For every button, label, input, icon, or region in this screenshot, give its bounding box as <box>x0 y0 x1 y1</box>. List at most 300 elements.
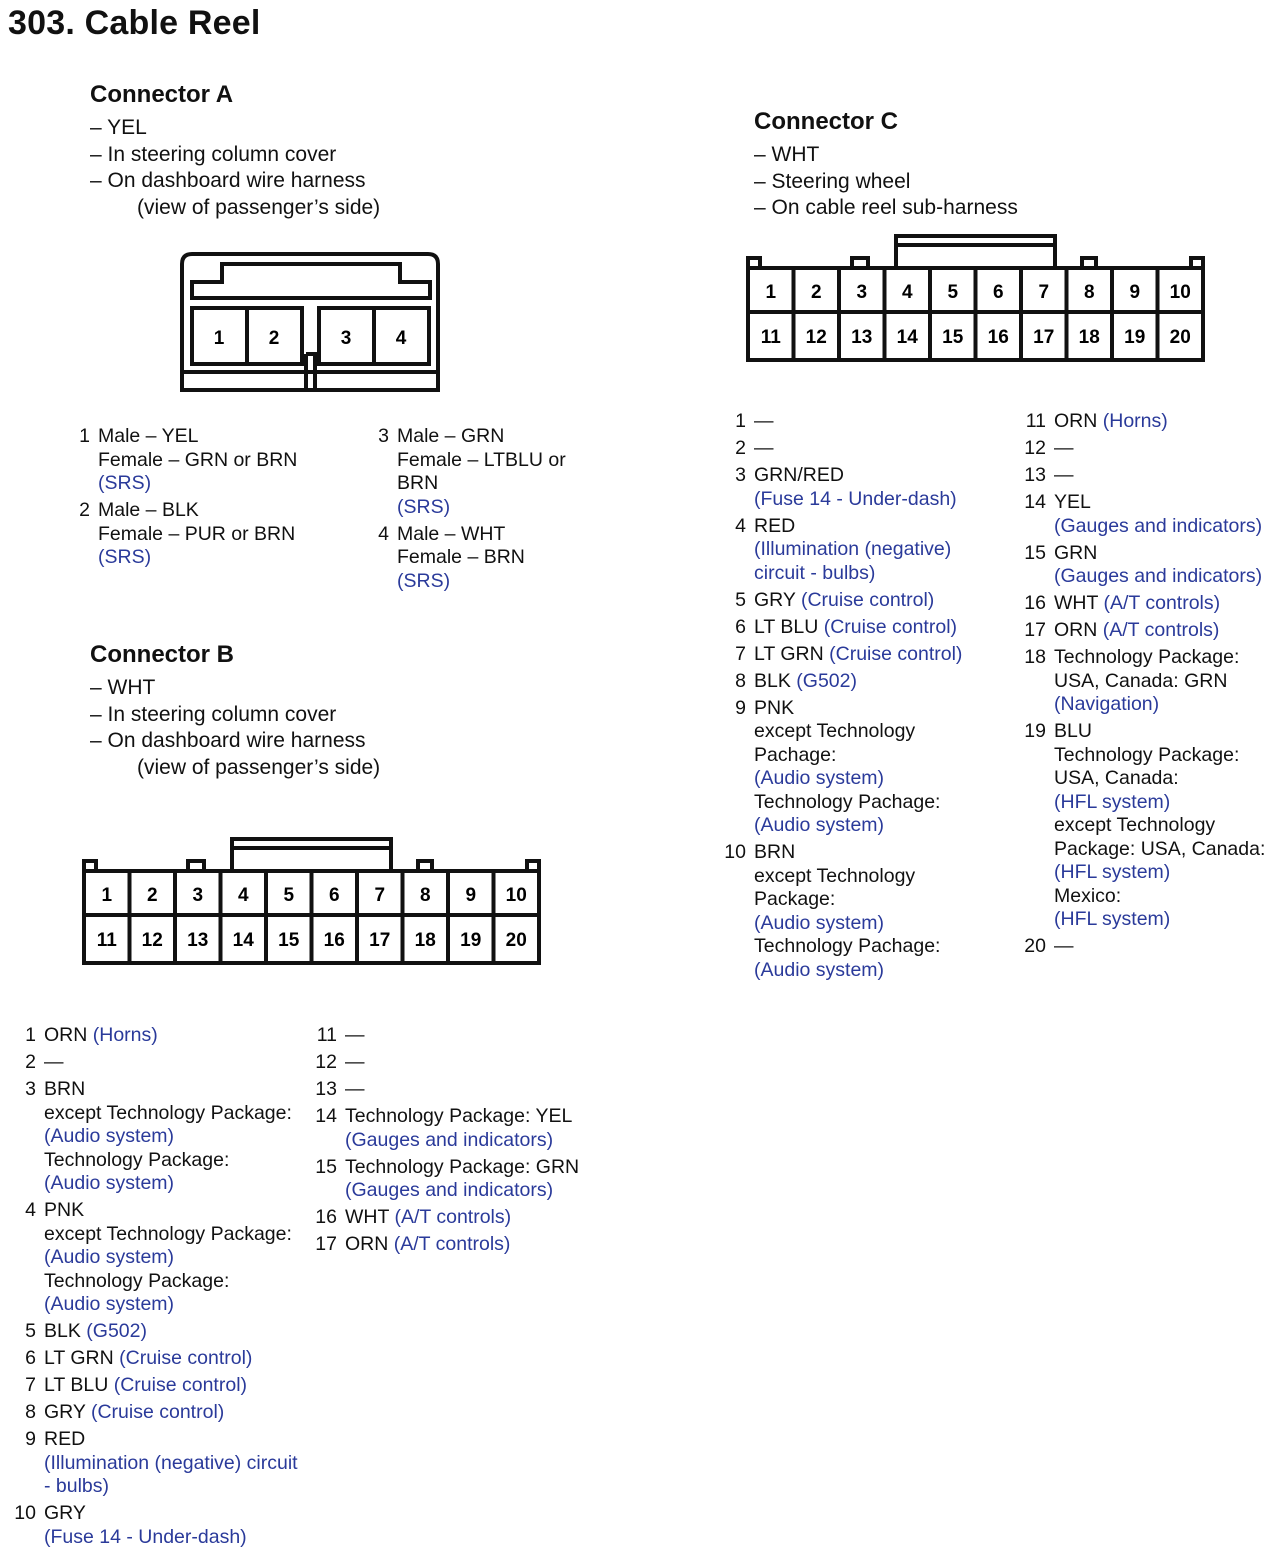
pin-description-line <box>1054 464 1286 488</box>
pin-description-line <box>44 1452 310 1476</box>
pin-number: 17 <box>315 1233 337 1255</box>
pin-entry <box>10 1024 310 1048</box>
pin-description-line <box>397 425 621 449</box>
pin-entry <box>309 1105 629 1152</box>
pin-description <box>754 697 1006 838</box>
pin-description <box>44 1199 310 1317</box>
connector-b-pin-label: 18 <box>414 930 436 951</box>
connector-b-pin-label: 15 <box>278 930 300 951</box>
pin-description-line <box>44 1125 310 1149</box>
pin-number: 14 <box>1024 491 1046 513</box>
wire-info: except Technology <box>1054 814 1216 836</box>
pin-description <box>1054 720 1286 932</box>
wire-info: Technology Package: <box>44 1148 230 1171</box>
circuit-reference: (Cruise control) <box>823 615 958 638</box>
pin-entry <box>1016 619 1286 643</box>
connector-b-pin-label: 3 <box>192 885 204 906</box>
pin-description-line <box>754 767 1006 791</box>
pin-entry <box>10 1428 310 1499</box>
pin-description-line <box>44 1526 310 1550</box>
pin-description-line <box>397 449 621 473</box>
pin-description-line <box>345 1206 629 1230</box>
wire-info: — <box>345 1024 365 1046</box>
pin-entry <box>361 425 621 519</box>
connector-b-pin-label: 19 <box>460 930 482 951</box>
connector-c-pin-label: 17 <box>1033 327 1055 348</box>
pin-description-line <box>1054 592 1286 616</box>
connector-a-heading: Connector A <box>90 81 234 108</box>
pin-description-line <box>98 523 352 547</box>
pin-entry <box>1016 410 1286 434</box>
pin-number: 13 <box>315 1078 337 1100</box>
pin-description-line <box>754 912 1006 936</box>
circuit-reference: (HFL system) <box>1054 908 1171 930</box>
pin-description-line <box>754 935 1006 959</box>
circuit-reference: (Fuse 14 - Under-dash) <box>754 487 957 510</box>
wire-info: Technology Package: GRN <box>345 1155 580 1178</box>
wire-info: LT BLU <box>754 615 824 638</box>
pin-description-line <box>98 472 352 496</box>
circuit-reference: (G502) <box>86 1320 147 1342</box>
pin-description-line <box>1054 646 1286 670</box>
pin-entry <box>716 515 1006 586</box>
pin-number: 4 <box>735 514 746 537</box>
pin-number: 2 <box>25 1051 36 1073</box>
pin-description <box>754 410 1006 434</box>
connector-a-pin-label: 4 <box>395 328 407 349</box>
pin-description <box>44 1024 310 1048</box>
wire-info: Technology Pachage: <box>754 790 941 813</box>
connector-b-pin-label: 14 <box>232 930 254 951</box>
connector-b-pin-label: 4 <box>237 885 249 906</box>
pin-number: 2 <box>735 437 746 459</box>
pin-description-line <box>44 1223 310 1247</box>
pin-number: 7 <box>735 642 746 665</box>
pin-description-line <box>44 1401 310 1425</box>
wire-info: GRY <box>44 1502 86 1524</box>
circuit-reference: (Audio system) <box>44 1125 175 1147</box>
pin-number: 3 <box>378 425 389 447</box>
pin-description-line <box>754 437 1006 461</box>
pin-description <box>44 1374 310 1398</box>
connector-c-pin-label: 6 <box>992 282 1004 303</box>
pin-entry <box>1016 935 1286 959</box>
pin-description-line <box>397 472 621 496</box>
circuit-reference: (G502) <box>796 669 857 692</box>
pin-description-line <box>397 496 621 520</box>
pin-description-line <box>1054 437 1286 461</box>
pin-entry <box>1016 437 1286 461</box>
pin-description-line <box>1054 515 1286 539</box>
connector-b-pinlist-right <box>309 1024 629 1260</box>
wire-info: — <box>44 1051 64 1073</box>
pin-description-line <box>754 841 1006 865</box>
pin-entry <box>1016 464 1286 488</box>
pin-entry <box>716 616 1006 640</box>
pin-entry <box>716 670 1006 694</box>
pin-entry <box>62 499 352 570</box>
pin-number: 14 <box>315 1105 337 1127</box>
wire-info: Technology Package: <box>1054 743 1240 766</box>
pin-description <box>754 464 1006 511</box>
pin-description-line <box>1054 814 1286 838</box>
pin-description <box>1054 935 1286 959</box>
pin-description <box>345 1105 629 1152</box>
pin-description-line <box>345 1179 629 1203</box>
pin-description-line <box>754 744 1006 768</box>
wire-info: GRY <box>754 588 801 611</box>
pin-description <box>345 1156 629 1203</box>
wire-info: USA, Canada: <box>1054 767 1179 789</box>
wire-info: ORN <box>1054 619 1103 641</box>
wire-info: Package: <box>754 888 836 910</box>
connector-a-pin-label: 2 <box>268 328 280 349</box>
connector-c-pinlist-left <box>716 410 1006 986</box>
wire-info: Technology Package: <box>1054 646 1240 668</box>
connector-c-note-location: – Steering wheel <box>754 169 911 193</box>
circuit-reference: (Gauges and indicators) <box>1054 565 1263 587</box>
pin-description-line <box>44 1374 310 1398</box>
pin-description <box>98 499 352 570</box>
pin-entry <box>10 1347 310 1371</box>
pin-description-line <box>754 464 1006 488</box>
connector-b-pin-label: 17 <box>369 930 391 951</box>
wire-info: WHT <box>1054 592 1104 614</box>
connector-b-pinlist-left <box>10 1024 310 1553</box>
pin-description <box>44 1428 310 1499</box>
pin-number: 1 <box>735 410 746 432</box>
pin-entry <box>716 410 1006 434</box>
connector-c-heading: Connector C <box>754 108 898 135</box>
wire-info: Mexico: <box>1054 884 1122 907</box>
pin-entry <box>10 1374 310 1398</box>
pin-description-line <box>754 670 1006 694</box>
connector-c-pin-label: 10 <box>1169 282 1191 303</box>
wire-info: PNK <box>44 1199 85 1221</box>
circuit-reference: (SRS) <box>397 495 451 518</box>
pin-description-line <box>754 791 1006 815</box>
pin-description-line <box>754 865 1006 889</box>
pin-number: 8 <box>25 1401 36 1423</box>
wire-info: YEL <box>1054 491 1091 513</box>
connector-b-heading: Connector B <box>90 641 234 668</box>
pin-description-line <box>754 888 1006 912</box>
connector-b-pin-label: 16 <box>323 930 345 951</box>
circuit-reference: (Audio system) <box>754 911 885 934</box>
pin-entry <box>716 697 1006 838</box>
wire-info: PNK <box>754 696 795 719</box>
connector-a-view-note: (view of passenger’s side) <box>137 195 381 219</box>
connector-c-note-harness: – On cable reel sub-harness <box>754 196 1018 219</box>
connector-c-pin-label: 12 <box>805 327 827 348</box>
pin-entry <box>309 1233 629 1257</box>
circuit-reference: (Cruise control) <box>113 1374 248 1396</box>
connector-b-pin-label: 10 <box>505 885 527 906</box>
pin-description-line <box>44 1320 310 1344</box>
pin-description <box>44 1320 310 1344</box>
wire-info: BRN <box>397 472 439 494</box>
pin-description-line <box>44 1051 310 1075</box>
connector-b-pin-label: 2 <box>146 885 158 906</box>
circuit-reference: (Horns) <box>92 1024 158 1046</box>
circuit-reference: (Gauges and indicators) <box>345 1179 554 1201</box>
circuit-reference: (Navigation) <box>1054 693 1160 715</box>
pin-number: 10 <box>724 841 746 863</box>
pin-description <box>1054 491 1286 538</box>
wire-info: — <box>345 1051 365 1073</box>
circuit-reference: (Horns) <box>1102 410 1168 432</box>
pin-description-line <box>98 546 352 570</box>
circuit-reference: (Fuse 14 - Under-dash) <box>44 1525 247 1548</box>
pin-description-line <box>345 1105 629 1129</box>
circuit-reference: (HFL system) <box>1054 790 1171 813</box>
pin-entry <box>716 464 1006 511</box>
pin-description-line <box>754 643 1006 667</box>
pin-description-line <box>754 814 1006 838</box>
connector-c-pin-label: 13 <box>851 327 873 348</box>
pin-entry <box>309 1024 629 1048</box>
wire-info: LT GRN <box>44 1347 120 1369</box>
pin-description <box>44 1078 310 1196</box>
wire-info: — <box>754 410 774 432</box>
circuit-reference: (A/T controls) <box>1102 619 1220 641</box>
wire-info: Female – LTBLU or <box>397 448 566 471</box>
connector-c-pin-label: 3 <box>856 282 868 303</box>
pin-number: 11 <box>316 1024 337 1046</box>
pin-number: 10 <box>14 1502 36 1524</box>
pin-description-line <box>754 697 1006 721</box>
pin-description <box>345 1051 629 1075</box>
connector-c-pin-label: 2 <box>810 282 822 303</box>
pin-number: 9 <box>735 696 746 719</box>
pin-description-line <box>44 1270 310 1294</box>
pin-description-line <box>754 410 1006 434</box>
wire-info: Technology Package: <box>44 1269 230 1292</box>
pin-description <box>1054 542 1286 589</box>
pin-number: 16 <box>1024 592 1046 614</box>
pin-description <box>397 425 621 519</box>
pin-number: 15 <box>315 1155 337 1178</box>
wire-info: — <box>1054 437 1074 459</box>
connector-b-view-note: (view of passenger’s side) <box>137 755 381 779</box>
pin-description-line <box>345 1024 629 1048</box>
pin-description-line <box>1054 410 1286 434</box>
pin-number: 20 <box>1024 935 1046 957</box>
pin-description <box>44 1502 310 1549</box>
connector-c-diagram <box>744 230 1208 366</box>
pin-number: 16 <box>315 1206 337 1228</box>
pin-description-line <box>1054 542 1286 566</box>
pin-number: 4 <box>25 1199 36 1221</box>
connector-c-pin-label: 4 <box>901 282 913 303</box>
wire-info: Male – YEL <box>98 425 199 447</box>
pin-description <box>754 515 1006 586</box>
pin-entry <box>716 589 1006 613</box>
wire-info: BLK <box>754 669 797 692</box>
pin-description <box>1054 464 1286 488</box>
pin-description-line <box>754 538 1006 562</box>
pin-entry <box>309 1156 629 1203</box>
pin-description-line <box>754 515 1006 539</box>
pin-description <box>44 1401 310 1425</box>
pin-entry <box>309 1078 629 1102</box>
pin-description-line <box>1054 670 1286 694</box>
pin-description-line <box>397 523 621 547</box>
connector-c-notes <box>754 142 1018 222</box>
connector-c-pin-label: 5 <box>947 282 959 303</box>
connector-a-note-harness: – On dashboard wire harness <box>90 169 366 192</box>
pin-entry <box>309 1206 629 1230</box>
pin-description-line <box>345 1051 629 1075</box>
connector-c-pin-label: 1 <box>765 282 777 303</box>
connector-a-diagram <box>178 250 442 396</box>
circuit-reference: (A/T controls) <box>393 1233 511 1255</box>
pin-description-line <box>1054 935 1286 959</box>
connector-c-pin-label: 14 <box>896 327 918 348</box>
pin-number: 17 <box>1024 619 1046 641</box>
wire-info: GRY <box>44 1401 91 1423</box>
circuit-reference: (A/T controls) <box>1103 592 1221 614</box>
wire-info: WHT <box>345 1206 395 1228</box>
connector-b-notes <box>90 675 380 781</box>
pin-description-line <box>345 1129 629 1153</box>
pin-entry <box>10 1199 310 1317</box>
pin-entry <box>716 643 1006 667</box>
pin-description-line <box>98 449 352 473</box>
circuit-reference: circuit - bulbs) <box>754 561 876 584</box>
connector-c-pin-label: 7 <box>1038 282 1050 303</box>
pin-entry <box>1016 542 1286 589</box>
pin-description <box>345 1206 629 1230</box>
pin-entry <box>62 425 352 496</box>
pin-description-line <box>1054 720 1286 744</box>
pin-number: 9 <box>25 1428 36 1450</box>
pin-description-line <box>754 616 1006 640</box>
wire-info: ORN <box>345 1233 394 1255</box>
pin-description-line <box>44 1024 310 1048</box>
connector-b-pin-label: 12 <box>141 930 163 951</box>
wire-info: — <box>1054 935 1074 957</box>
connector-b-pin-label: 13 <box>187 930 209 951</box>
wire-info: BLU <box>1054 720 1092 742</box>
pin-description <box>754 437 1006 461</box>
connector-b-note-color: – WHT <box>90 676 156 699</box>
connector-a-pin-label: 1 <box>213 328 225 349</box>
connector-a-pin-label: 3 <box>340 328 352 349</box>
pin-description-line <box>1054 791 1286 815</box>
pin-number: 1 <box>79 425 90 447</box>
pin-entry <box>1016 592 1286 616</box>
pin-number: 5 <box>735 588 746 611</box>
circuit-reference: (Illumination (negative) <box>754 538 952 560</box>
circuit-reference: (Gauges and indicators) <box>1054 514 1263 537</box>
pin-description-line <box>754 589 1006 613</box>
pin-number: 2 <box>79 499 90 521</box>
pin-description <box>754 616 1006 640</box>
pin-entry <box>10 1320 310 1344</box>
wire-info: Female – GRN or BRN <box>98 448 298 471</box>
wire-info: GRN <box>1054 541 1098 564</box>
pin-description-line <box>397 546 621 570</box>
wire-info: except Technology Package: <box>44 1101 292 1124</box>
wire-info: except Technology <box>754 720 916 742</box>
connector-b-pin-label: 20 <box>505 930 527 951</box>
circuit-reference: (Audio system) <box>44 1172 175 1194</box>
pin-entry <box>10 1078 310 1196</box>
pin-description-line <box>44 1475 310 1499</box>
pin-description <box>754 589 1006 613</box>
connector-c-pin-label: 20 <box>1169 327 1191 348</box>
pin-description-line <box>345 1233 629 1257</box>
wire-info: except Technology <box>754 864 916 887</box>
pin-description-line <box>98 499 352 523</box>
pin-number: 5 <box>25 1320 36 1342</box>
pin-number: 1 <box>25 1024 36 1046</box>
pin-description-line <box>44 1428 310 1452</box>
circuit-reference: (SRS) <box>98 472 152 494</box>
connector-c-pin-label: 18 <box>1078 327 1100 348</box>
circuit-reference: (HFL system) <box>1054 861 1171 883</box>
pin-number: 12 <box>315 1051 337 1073</box>
connector-c-pin-label: 19 <box>1124 327 1146 348</box>
pin-description-line <box>44 1102 310 1126</box>
pin-description-line <box>1054 565 1286 589</box>
circuit-reference: (SRS) <box>397 569 451 592</box>
pin-number: 7 <box>25 1374 36 1396</box>
pin-number: 3 <box>25 1078 36 1100</box>
pin-description-line <box>44 1246 310 1270</box>
pin-description <box>1054 592 1286 616</box>
pin-description-line <box>754 488 1006 512</box>
wire-info: Female – BRN <box>397 546 525 568</box>
connector-a-notes <box>90 115 380 221</box>
circuit-reference: (A/T controls) <box>394 1206 512 1228</box>
wire-info: BRN <box>754 841 796 863</box>
pin-number: 6 <box>735 615 746 638</box>
pin-description-line <box>754 720 1006 744</box>
pin-description-line <box>345 1156 629 1180</box>
pin-description <box>345 1078 629 1102</box>
circuit-reference: (Gauges and indicators) <box>345 1128 554 1151</box>
connector-c-pin-label: 9 <box>1129 282 1141 303</box>
connector-a-pinlist-left <box>62 425 352 573</box>
connector-b-note-location: – In steering column cover <box>90 702 337 726</box>
wire-info: ORN <box>44 1024 93 1046</box>
circuit-reference: (Audio system) <box>44 1293 175 1315</box>
wire-info: Package: USA, Canada: <box>1054 837 1266 860</box>
connector-c-note-color: – WHT <box>754 143 820 166</box>
circuit-reference: (Audio system) <box>754 814 885 836</box>
wire-info: RED <box>754 514 796 537</box>
circuit-reference: (Cruise control) <box>800 588 935 611</box>
pin-description-line <box>1054 744 1286 768</box>
pin-description-line <box>1054 908 1286 932</box>
pin-description <box>1054 410 1286 434</box>
wire-info: LT BLU <box>44 1374 114 1396</box>
wire-info: USA, Canada: GRN <box>1054 669 1228 692</box>
connector-b-pin-label: 1 <box>101 885 113 906</box>
pin-description-line <box>1054 767 1286 791</box>
circuit-reference: (Cruise control) <box>829 642 963 665</box>
wire-info: BRN <box>44 1078 86 1100</box>
wire-info: ORN <box>1054 410 1103 432</box>
pin-description-line <box>44 1149 310 1173</box>
pin-number: 13 <box>1024 464 1046 486</box>
pin-description-line <box>44 1502 310 1526</box>
pin-number: 12 <box>1024 437 1046 459</box>
pin-entry <box>1016 720 1286 932</box>
pin-entry <box>10 1502 310 1549</box>
